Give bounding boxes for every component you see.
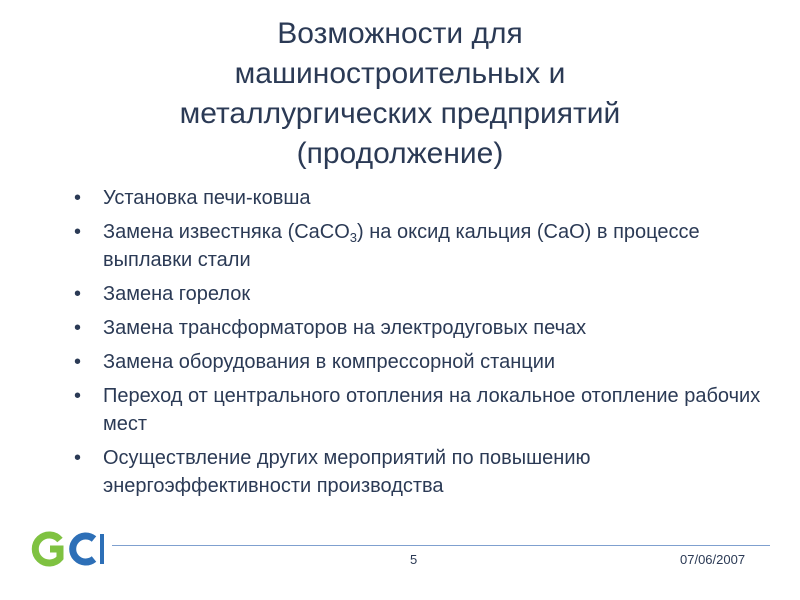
bullet-item <box>70 218 770 274</box>
bullet-text: Замена оборудования в компрессорной станции <box>103 351 556 373</box>
bullet-item <box>70 444 770 500</box>
bullet-subscript: 3 <box>349 230 358 245</box>
bullet-text: Переход от центрального отопления на локальное отопление рабочих мест <box>103 385 761 435</box>
bullet-marker: • <box>74 317 82 339</box>
bullet-item <box>70 382 770 438</box>
bullet-text: Замена трансформаторов на электродуговых печах <box>103 317 587 339</box>
slide-title <box>100 14 700 174</box>
bullet-text: Замена горелок <box>103 283 251 305</box>
bullet-marker: • <box>74 447 82 469</box>
bullet-item <box>70 280 770 308</box>
bullet-list <box>70 184 770 506</box>
bullet-item <box>70 184 770 212</box>
footer-date: 07/06/2007 <box>680 552 746 567</box>
gc-logo <box>30 528 110 568</box>
logo-letter-g <box>35 535 60 563</box>
bullet-marker: • <box>74 221 82 243</box>
bullet-text-after: ) на оксид кальция (CaO) в процессе выплавки стали <box>103 221 700 271</box>
bullet-item <box>70 314 770 342</box>
logo-bar <box>100 534 104 564</box>
title-line: (продолжение) <box>296 137 504 170</box>
title-line: Возможности для <box>277 17 523 50</box>
bullet-marker: • <box>74 187 82 209</box>
bullet-text: Осуществление других мероприятий по повышению энергоэффективности производства <box>103 447 591 497</box>
bullet-item <box>70 348 770 376</box>
bullet-text-before: Замена известняка (CaCO <box>103 221 350 243</box>
logo-letter-c <box>73 536 94 562</box>
bullet-marker: • <box>74 351 82 373</box>
title-line: металлургических предприятий <box>179 97 621 130</box>
title-line: машиностроительных и <box>234 57 566 90</box>
bullet-marker: • <box>74 283 82 305</box>
page-number: 5 <box>410 552 418 567</box>
bullet-marker: • <box>74 385 82 407</box>
footer-rule <box>112 545 770 546</box>
bullet-text: Установка печи-ковша <box>103 187 311 209</box>
